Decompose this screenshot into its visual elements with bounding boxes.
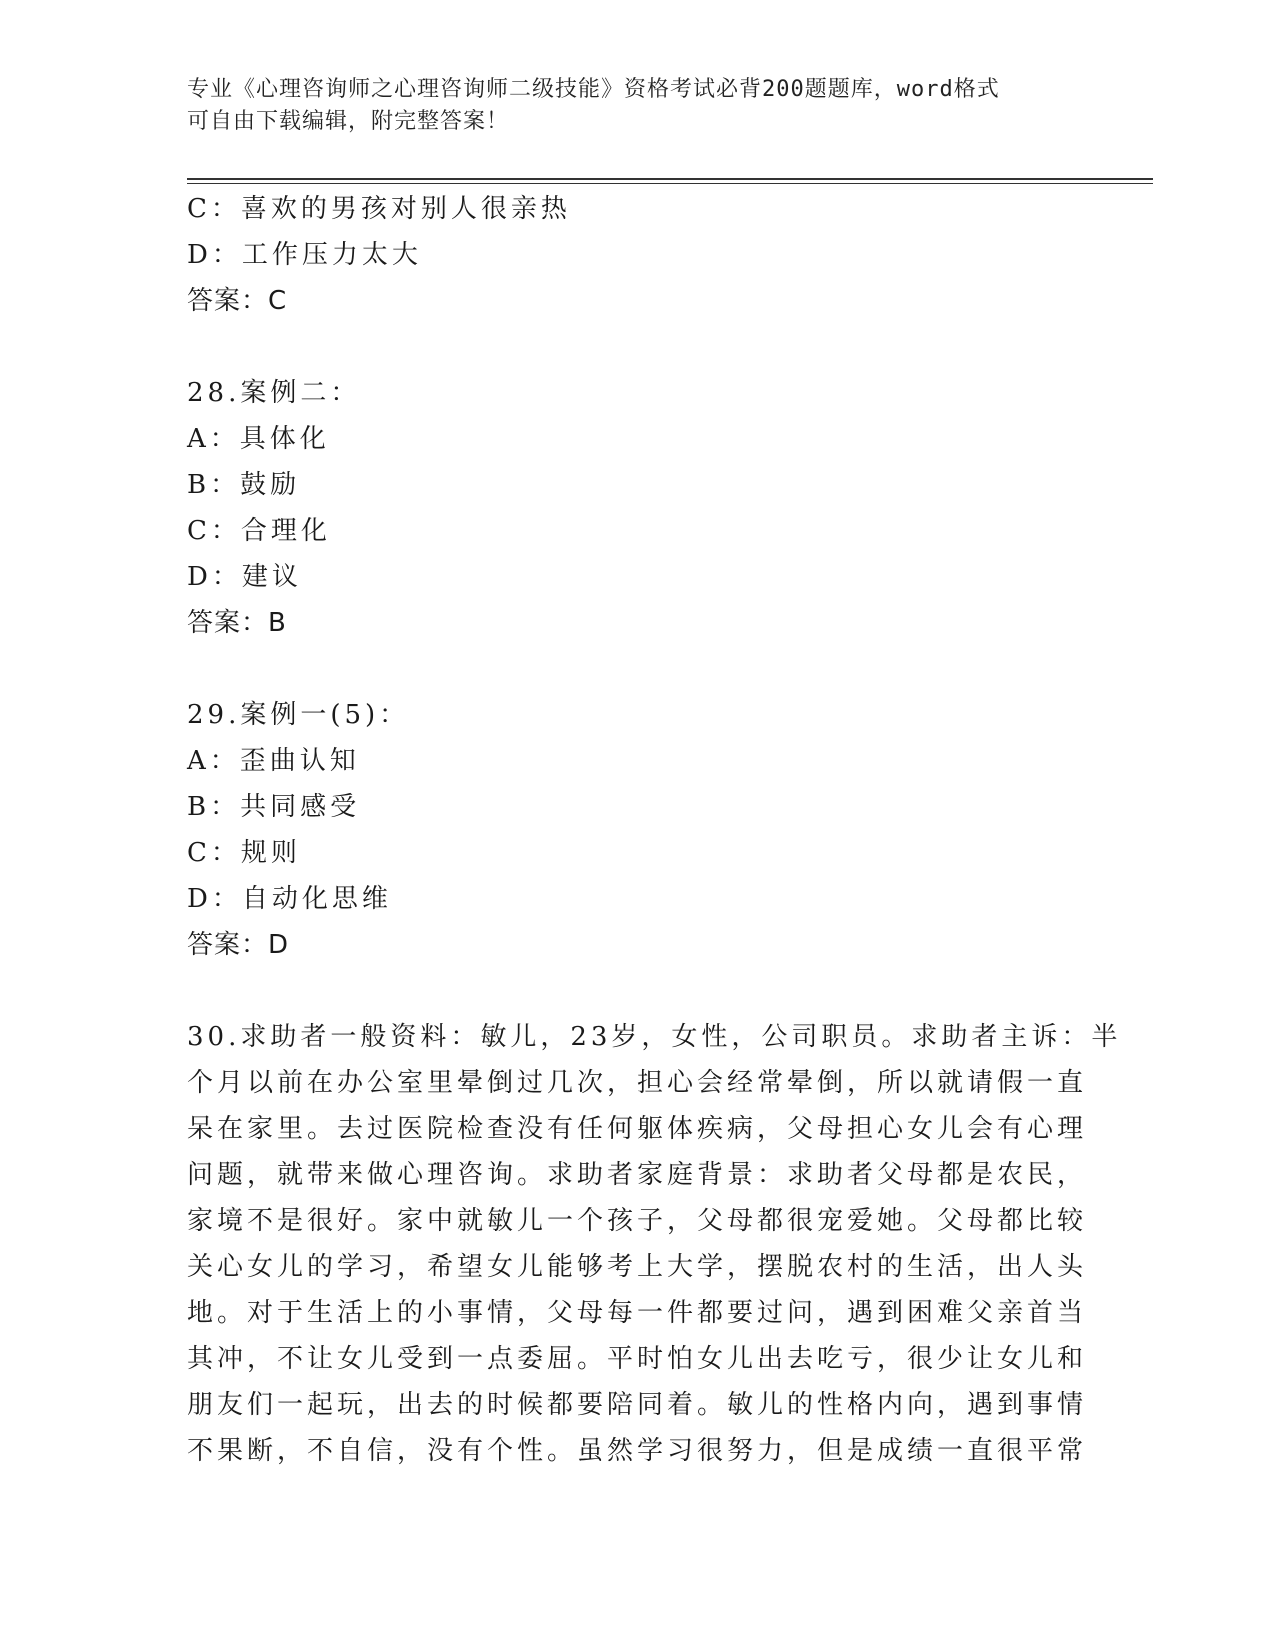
question-30-case — [187, 1014, 1122, 1474]
option-c: C：规则 — [187, 838, 301, 868]
document-body — [187, 186, 1122, 1474]
header-divider-thick — [187, 178, 1153, 180]
question-27-tail — [187, 186, 1087, 324]
case-text-line: 关心女儿的学习，希望女儿能够考上大学，摆脱农村的生活，出人头 — [187, 1252, 1088, 1282]
option-c: C：合理化 — [187, 516, 331, 546]
header-line-2: 可自由下载编辑，附完整答案！ — [187, 109, 510, 134]
spacer — [187, 646, 1087, 692]
case-text-line: 其冲，不让女儿受到一点委屈。平时怕女儿出去吃亏，很少让女儿和 — [187, 1344, 1088, 1374]
option-d: D：自动化思维 — [187, 884, 392, 914]
case-text-line: 问题，就带来做心理咨询。求助者家庭背景：求助者父母都是农民， — [187, 1160, 1088, 1190]
case-text-line: 家境不是很好。家中就敏儿一个孩子，父母都很宠爱她。父母都比较 — [187, 1206, 1088, 1236]
case-text-line: 呆在家里。去过医院检查没有任何躯体疾病，父母担心女儿会有心理 — [187, 1114, 1088, 1144]
question-28 — [187, 370, 1087, 646]
spacer — [187, 968, 1087, 1014]
option-c: C：喜欢的男孩对别人很亲热 — [187, 194, 571, 224]
option-a: A：具体化 — [187, 424, 330, 454]
header-divider-thin — [187, 183, 1153, 184]
case-text-line: 不果断，不自信，没有个性。虽然学习很努力，但是成绩一直很平常 — [187, 1436, 1088, 1466]
option-b: B：鼓励 — [187, 470, 301, 500]
question-29 — [187, 692, 1087, 968]
answer-line: 答案：B — [187, 608, 287, 638]
option-d: D：建议 — [187, 562, 302, 592]
header-line-1: 专业《心理咨询师之心理咨询师二级技能》资格考试必背200题题库，word格式 — [187, 77, 1000, 102]
option-a: A：歪曲认知 — [187, 746, 360, 776]
case-text-line: 朋友们一起玩，出去的时候都要陪同着。敏儿的性格内向，遇到事情 — [187, 1390, 1088, 1420]
case-text-line: 地。对于生活上的小事情，父母每一件都要过问，遇到困难父亲首当 — [187, 1298, 1088, 1328]
option-b: B：共同感受 — [187, 792, 361, 822]
case-text-line: 30.求助者一般资料：敏儿，23岁，女性，公司职员。求助者主诉：半 — [187, 1022, 1122, 1052]
question-stem: 29.案例一(5)： — [187, 700, 410, 730]
answer-line: 答案：C — [187, 286, 288, 316]
spacer — [187, 324, 1087, 370]
answer-line: 答案：D — [187, 930, 290, 960]
case-text-line: 个月以前在办公室里晕倒过几次，担心会经常晕倒，所以就请假一直 — [187, 1068, 1088, 1098]
question-stem: 28.案例二： — [187, 378, 361, 408]
option-d: D：工作压力太大 — [187, 240, 422, 270]
document-header — [187, 74, 1067, 138]
